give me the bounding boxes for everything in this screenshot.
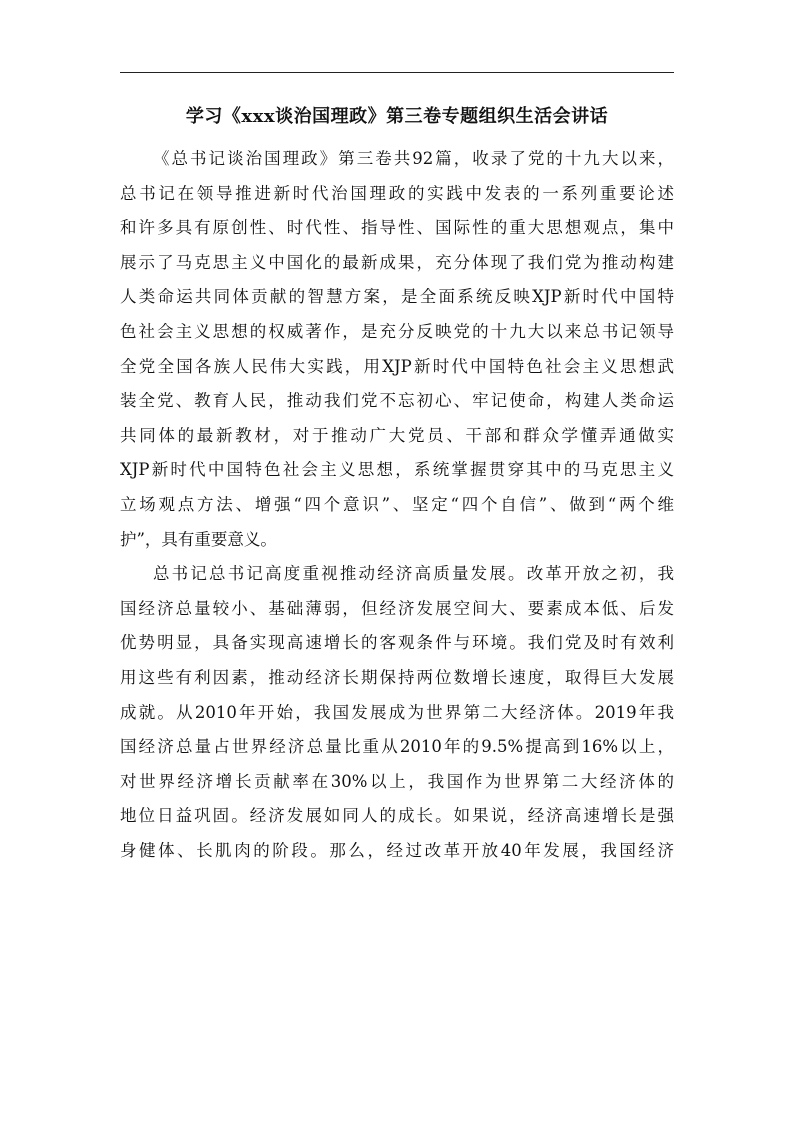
text-line: 总书记在领导推进新时代治国理政的实践中发表的一系列重要论述 bbox=[120, 183, 674, 203]
text-line: 共同体的最新教材，对于推动广大党员、干部和群众学懂弄通做实 bbox=[120, 425, 674, 445]
text-line: 装全党、教育人民，推动我们党不忘初心、牢记使命，构建人类命运 bbox=[120, 391, 674, 411]
text-line: 地位日益巩固。经济发展如同人的成长。如果说，经济高速增长是强 bbox=[120, 806, 674, 826]
text-line: 《总书记谈治国理政》第三卷共92篇，收录了党的十九大以来， bbox=[153, 149, 674, 168]
text-line: 和许多具有原创性、时代性、指导性、国际性的重大思想观点，集中 bbox=[120, 218, 674, 238]
paragraph-2 bbox=[120, 557, 674, 868]
text-line: 色社会主义思想的权威著作，是充分反映党的十九大以来总书记领导 bbox=[120, 321, 674, 341]
text-line: 国经济总量较小、基础薄弱，但经济发展空间大、要素成本低、后发 bbox=[120, 598, 674, 618]
text-line: 用这些有利因素，推动经济长期保持两位数增长速度，取得巨大发展 bbox=[120, 667, 674, 687]
text-line: 国经济总量占世界经济总量比重从2010年的9.5%提高到16%以上， bbox=[120, 737, 674, 757]
text-line: 对世界经济增长贡献率在30%以上，我国作为世界第二大经济体的 bbox=[120, 771, 674, 791]
text-line: 成就。从2010年开始，我国发展成为世界第二大经济体。2019年我 bbox=[120, 702, 674, 722]
text-line: 展示了马克思主义中国化的最新成果，充分体现了我们党为推动构建 bbox=[120, 252, 674, 272]
text-line: 人类命运共同体贡献的智慧方案，是全面系统反映XJP新时代中国特 bbox=[120, 287, 674, 307]
text-line: 护”，具有重要意义。 bbox=[120, 529, 277, 549]
document-body bbox=[120, 142, 674, 868]
text-line: 立场观点方法、增强“四个意识”、坚定“四个自信”、做到“两个维 bbox=[120, 494, 674, 514]
text-line: XJP新时代中国特色社会主义思想，系统掌握贯穿其中的马克思主义 bbox=[120, 460, 674, 480]
document-title: 学习《xxx谈治国理政》第三卷专题组织生活会讲话 bbox=[185, 106, 609, 127]
header-rule bbox=[120, 72, 674, 73]
text-line: 全党全国各族人民伟大实践，用XJP新时代中国特色社会主义思想武 bbox=[120, 356, 674, 376]
paragraph-1 bbox=[120, 142, 674, 557]
text-line: 身健体、长肌肉的阶段。那么，经过改革开放40年发展，我国经济 bbox=[120, 840, 674, 860]
text-line: 总书记总书记高度重视推动经济高质量发展。改革开放之初，我 bbox=[153, 564, 674, 584]
text-line: 优势明显，具备实现高速增长的客观条件与环境。我们党及时有效利 bbox=[120, 633, 674, 653]
